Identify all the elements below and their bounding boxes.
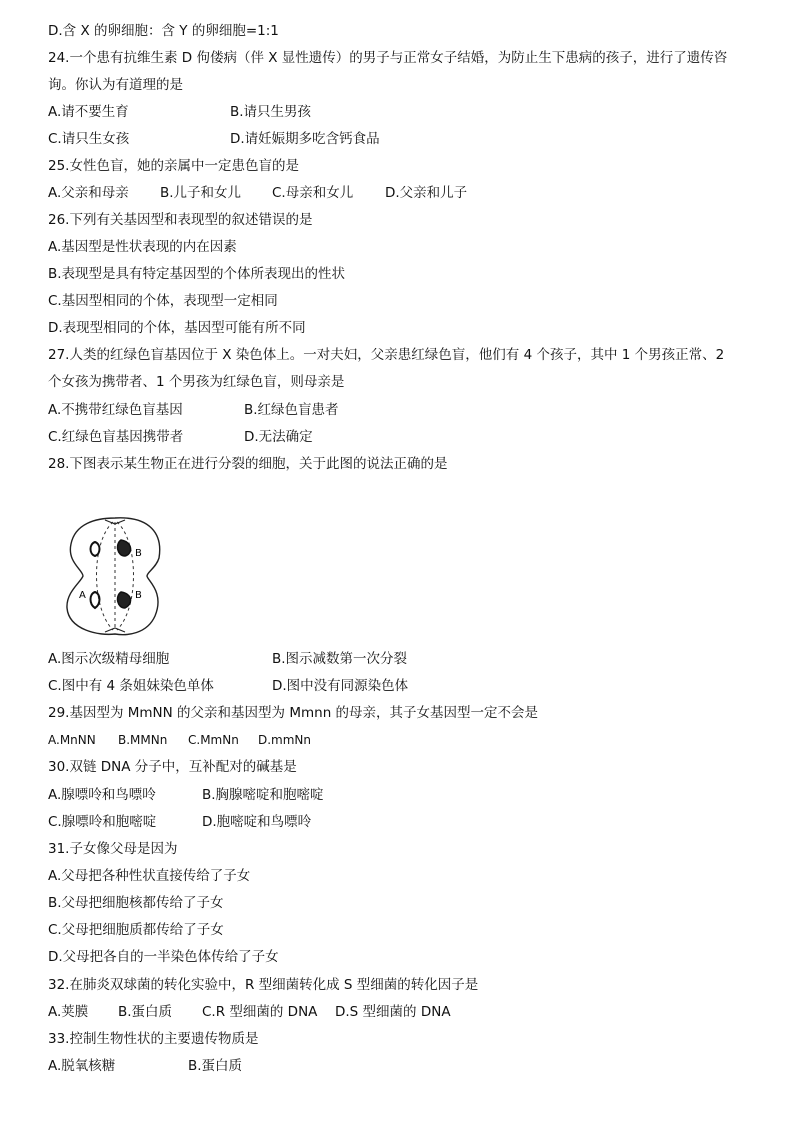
cell-membrane-outline (67, 518, 160, 635)
option-b: B.胸腺嘧啶和胞嘧啶 (202, 787, 324, 803)
option-text: D.含 X 的卵细胞：含 Y 的卵细胞=1:1 (48, 23, 279, 39)
option-c: C.图中有 4 条姐妹染色单体 (48, 678, 214, 694)
question-29: 29.基因型为 MmNN 的父亲和基因型为 Mmnn 的母亲，其子女基因型一定不会是 (48, 705, 539, 721)
question-31: 31.子女像父母是因为 (48, 841, 178, 857)
question-25: 25.女性色盲，她的亲属中一定患色盲的是 (48, 158, 299, 174)
option-d: D.S 型细菌的 DNA (335, 1004, 451, 1020)
label-b: B (135, 548, 142, 559)
option-c: C.父母把细胞质都传给了子女 (48, 922, 224, 938)
label-b: B (135, 590, 142, 601)
question-28: 28.下图表示某生物正在进行分裂的细胞，关于此图的说法正确的是 (48, 456, 448, 472)
question-26: 26.下列有关基因型和表现型的叙述错误的是 (48, 212, 313, 228)
chromosome-upper-right (118, 540, 131, 556)
cell-division-figure (55, 512, 175, 640)
option-c: C.MmNn (188, 733, 239, 747)
option-d: D.无法确定 (244, 429, 313, 445)
option-b: B.红绿色盲患者 (244, 402, 339, 418)
option-a: A.荚膜 (48, 1004, 89, 1020)
option-c: C.红绿色盲基因携带者 (48, 429, 184, 445)
option-d: D.mmNn (258, 733, 312, 747)
option-b: B.请只生男孩 (230, 104, 312, 120)
option-a: A.请不要生育 (48, 104, 129, 120)
option-d: D.胞嘧啶和鸟嘌呤 (202, 814, 312, 830)
question-27-cont: 个女孩为携带者、1 个男孩为红绿色盲，则母亲是 (48, 374, 345, 390)
chromosome-lower-right (118, 592, 131, 608)
question-24: 24.一个患有抗维生素 D 佝偻病（伴 X 显性遗传）的男子与正常女子结婚，为防止生下患病的孩子，进行了遗传咨 (48, 50, 728, 66)
option-a: A.不携带红绿色盲基因 (48, 402, 183, 418)
option-d: D.父母把各自的一半染色体传给了子女 (48, 949, 279, 965)
option-c: C.基因型相同的个体，表现型一定相同 (48, 293, 278, 309)
option-a: A.图示次级精母细胞 (48, 651, 170, 667)
option-a: A.基因型是性状表现的内在因素 (48, 239, 237, 255)
option-b: B.蛋白质 (118, 1004, 173, 1020)
option-d: D.图中没有同源染色体 (272, 678, 409, 694)
question-27: 27.人类的红绿色盲基因位于 X 染色体上。一对夫妇，父亲患红绿色盲，他们有 4 个孩子，其中 1 个男孩正常、2 (48, 347, 725, 363)
option-c: C.母亲和女儿 (272, 185, 354, 201)
option-d: D.请妊娠期多吃含钙食品 (230, 131, 380, 147)
option-c: C.请只生女孩 (48, 131, 130, 147)
option-b: B.表现型是具有特定基因型的个体所表现出的性状 (48, 266, 346, 282)
option-a: A.父母把各种性状直接传给了子女 (48, 868, 251, 884)
option-a: A.父亲和母亲 (48, 185, 129, 201)
question-30: 30.双链 DNA 分子中，互补配对的碱基是 (48, 759, 297, 775)
spindle-fiber (97, 522, 114, 630)
question-32: 32.在肺炎双球菌的转化实验中，R 型细菌转化成 S 型细菌的转化因子是 (48, 977, 479, 993)
chromosome-upper-left (91, 542, 100, 556)
option-b: B.图示减数第一次分裂 (272, 651, 408, 667)
spindle-fiber (117, 522, 134, 630)
question-24-cont: 询。你认为有道理的是 (48, 77, 183, 93)
option-a: A.MnNN (48, 733, 96, 747)
label-a: A (79, 590, 86, 601)
option-a: A.脱氧核糖 (48, 1058, 116, 1074)
option-c: C.腺嘌呤和胞嘧啶 (48, 814, 157, 830)
option-b: B.父母把细胞核都传给了子女 (48, 895, 224, 911)
question-33: 33.控制生物性状的主要遗传物质是 (48, 1031, 259, 1047)
option-d: D.父亲和儿子 (385, 185, 468, 201)
option-d: D.表现型相同的个体，基因型可能有所不同 (48, 320, 306, 336)
option-b: B.MMNn (118, 733, 168, 747)
option-b: B.儿子和女儿 (160, 185, 242, 201)
chromosome-lower-left (91, 592, 100, 608)
option-c: C.R 型细菌的 DNA (202, 1004, 318, 1020)
option-b: B.蛋白质 (188, 1058, 243, 1074)
option-a: A.腺嘌呤和鸟嘌呤 (48, 787, 156, 803)
